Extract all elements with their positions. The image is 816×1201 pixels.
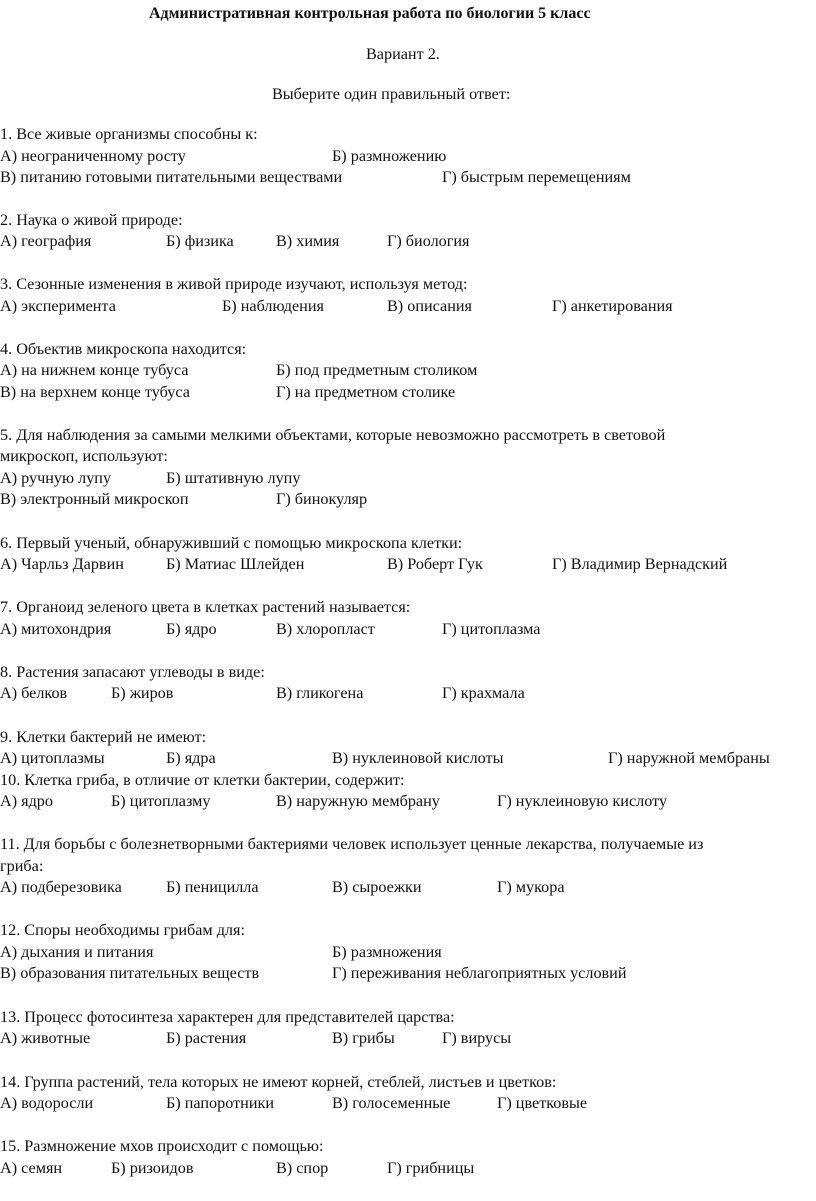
answer-option-g: Г) Владимир Вернадский (552, 555, 728, 573)
answer-option-a: А) Чарльз Дарвин (0, 555, 124, 573)
question-text: 12. Споры необходимы грибам для: (0, 921, 245, 939)
answer-option-a: А) водоросли (0, 1094, 94, 1112)
answer-option-a: А) география (0, 232, 92, 250)
answer-option-g: Г) быстрым перемещениям (442, 168, 631, 186)
answer-option-b: Б) размножения (332, 943, 442, 961)
answer-option-b: Б) размножению (332, 147, 447, 165)
answer-option-v: В) наружную мембрану (276, 792, 440, 810)
answer-option-v: В) Роберт Гук (387, 555, 483, 573)
answer-option-a: А) семян (0, 1159, 63, 1177)
answer-option-g: Г) переживания неблагоприятных условий (332, 964, 627, 982)
answer-option-g: Г) грибницы (387, 1159, 475, 1177)
answer-option-a: А) митохондрия (0, 620, 112, 638)
question-text: 8. Растения запасают углеводы в виде: (0, 663, 265, 681)
answer-option-b: Б) физика (166, 232, 234, 250)
question-text: 4. Объектив микроскопа находится: (0, 340, 247, 358)
answer-option-a: А) на нижнем конце тубуса (0, 361, 189, 379)
answer-option-g: Г) наружной мембраны (608, 749, 770, 767)
answer-option-a: А) ручную лупу (0, 469, 112, 487)
question-text-continued: микроскоп, используют: (0, 447, 168, 465)
answer-option-a: А) дыхания и питания (0, 943, 154, 961)
answer-option-a: А) ядро (0, 792, 53, 810)
instruction-text: Выберите один правильный ответ: (272, 85, 511, 103)
answer-option-v: В) хлоропласт (276, 620, 375, 638)
answer-option-v: В) грибы (332, 1029, 395, 1047)
question-text: 5. Для наблюдения за самыми мелкими объектами, которые невозможно рассмотреть в световой (0, 426, 666, 444)
answer-option-g: Г) мукора (497, 878, 565, 896)
answer-option-a: А) неограниченному росту (0, 147, 186, 165)
answer-option-g: Г) цитоплазма (442, 620, 541, 638)
question-text: 9. Клетки бактерий не имеют: (0, 728, 207, 746)
answer-option-b: Б) ядро (166, 620, 217, 638)
answer-option-b: Б) жиров (111, 684, 174, 702)
answer-option-v: В) электронный микроскоп (0, 490, 189, 508)
answer-option-b: Б) ядра (166, 749, 216, 767)
answer-option-g: Г) анкетирования (552, 297, 673, 315)
question-text-continued: гриба: (0, 857, 44, 875)
answer-option-b: Б) папоротники (166, 1094, 275, 1112)
answer-option-v: В) нуклеиновой кислоты (332, 749, 504, 767)
answer-option-b: Б) растения (166, 1029, 247, 1047)
question-text: 11. Для борьбы с болезнетворными бактериями человек использует ценные лекарства, получаемые из (0, 835, 704, 853)
answer-option-a: А) белков (0, 684, 68, 702)
question-text: 7. Органоид зеленого цвета в клетках растений называется: (0, 598, 411, 616)
answer-option-a: А) подберезовика (0, 878, 122, 896)
answer-option-g: Г) на предметном столике (276, 383, 456, 401)
answer-option-g: Г) нуклеиновую кислоту (497, 792, 668, 810)
question-text: 14. Группа растений, тела которых не имеют корней, стеблей, листьев и цветков: (0, 1073, 557, 1091)
answer-option-b: Б) Матиас Шлейден (166, 555, 305, 573)
answer-option-v: В) питанию готовыми питательными веществами (0, 168, 343, 186)
answer-option-v: В) спор (276, 1159, 329, 1177)
answer-option-v: В) образования питательных веществ (0, 964, 260, 982)
answer-option-g: Г) биология (387, 232, 470, 250)
question-text: 2. Наука о живой природе: (0, 211, 183, 229)
answer-option-b: Б) штативную лупу (166, 469, 301, 487)
answer-option-g: Г) крахмала (442, 684, 525, 702)
answer-option-v: В) на верхнем конце тубуса (0, 383, 190, 401)
variant-label: Вариант 2. (366, 45, 440, 63)
answer-option-b: Б) наблюдения (222, 297, 324, 315)
answer-option-g: Г) бинокуляр (276, 490, 368, 508)
answer-option-g: Г) вирусы (442, 1029, 512, 1047)
answer-option-v: В) сыроежки (332, 878, 422, 896)
answer-option-b: Б) ризоидов (111, 1159, 194, 1177)
question-text: 15. Размножение мхов происходит с помощью: (0, 1137, 324, 1155)
question-text: 10. Клетка гриба, в отличие от клетки бактерии, содержит: (0, 771, 405, 789)
answer-option-b: Б) под предметным столиком (276, 361, 478, 379)
answer-option-v: В) химия (276, 232, 340, 250)
worksheet-title: Административная контрольная работа по биологии 5 класс (149, 5, 591, 22)
question-text: 3. Сезонные изменения в живой природе изучают, используя метод: (0, 275, 468, 293)
question-text: 1. Все живые организмы способны к: (0, 125, 258, 143)
answer-option-v: В) описания (387, 297, 472, 315)
answer-option-a: А) цитоплазмы (0, 749, 105, 767)
question-text: 13. Процесс фотосинтеза характерен для представителей царства: (0, 1008, 455, 1026)
question-text: 6. Первый ученый, обнаруживший с помощью микроскопа клетки: (0, 534, 463, 552)
answer-option-b: Б) пеницилла (166, 878, 259, 896)
answer-option-v: В) гликогена (276, 684, 364, 702)
answer-option-v: В) голосеменные (332, 1094, 451, 1112)
answer-option-g: Г) цветковые (497, 1094, 588, 1112)
answer-option-a: А) эксперимента (0, 297, 116, 315)
answer-option-b: Б) цитоплазму (111, 792, 211, 810)
answer-option-a: А) животные (0, 1029, 91, 1047)
